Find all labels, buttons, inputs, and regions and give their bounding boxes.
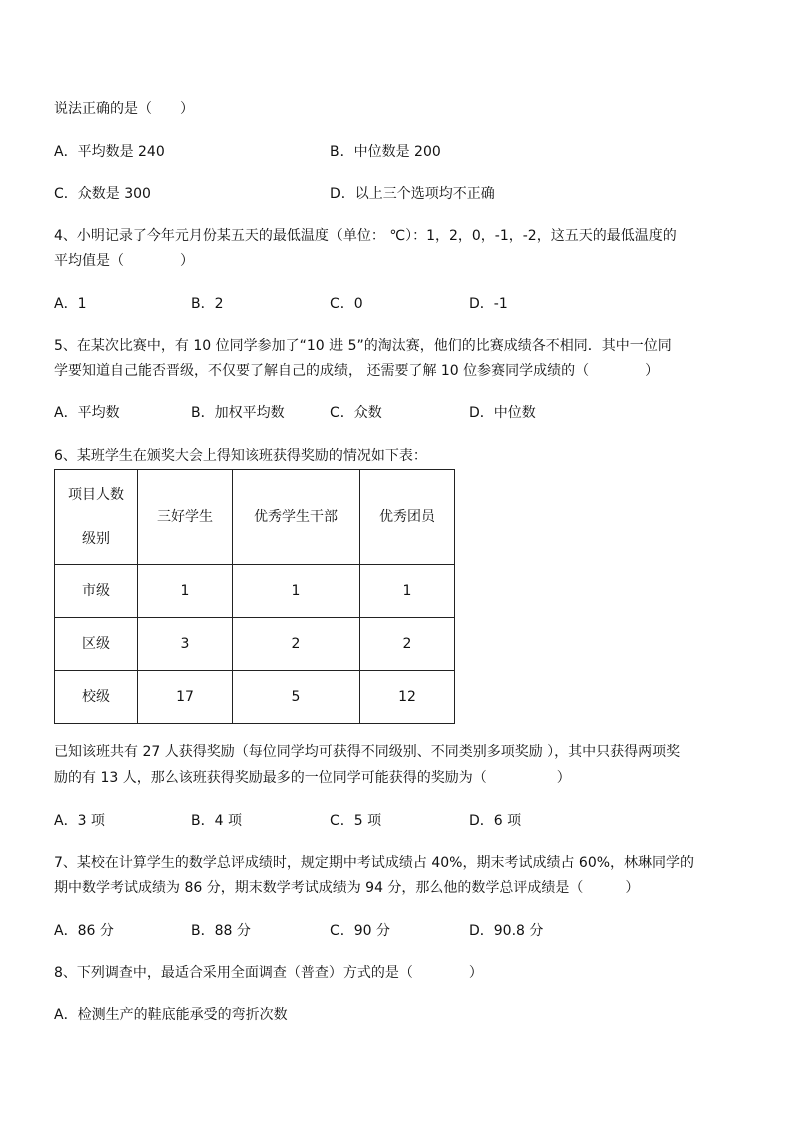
table-row [55,618,455,671]
q5-option-c: C．众数 [330,405,382,421]
q5-option-d: D．中位数 [469,405,536,421]
table-header-row [55,470,455,565]
q6-option-b: B．4 项 [191,813,242,829]
table-cell: 5 [233,671,360,724]
q6-option-d: D．6 项 [469,813,522,829]
table-cell: 17 [138,671,233,724]
table-cell: 2 [233,618,360,671]
q4-option-d: D．-1 [469,296,508,312]
q4-stem-line2: 平均值是（ ） [54,253,194,269]
q7-stem-line1: 7、某校在计算学生的数学总评成绩时，规定期中考试成绩占 40%，期末考试成绩占 60%，林琳同学的 [54,855,695,871]
q6-option-a: A．3 项 [54,813,105,829]
corner-top-label: 项目人数 [68,487,124,503]
row-label: 市级 [55,565,138,618]
table-cell: 1 [233,565,360,618]
q3-option-c: C．众数是 300 [54,186,151,202]
table-cell: 12 [360,671,455,724]
q3-option-b: B．中位数是 200 [330,144,441,160]
table-cell: 3 [138,618,233,671]
column-header: 优秀团员 [360,470,455,565]
table-row [55,565,455,618]
q3-stem: 说法正确的是（ ） [54,101,194,117]
q8-stem: 8、下列调查中，最适合采用全面调查（普查）方式的是（ ） [54,965,483,981]
q5-stem-line2: 学要知道自己能否晋级，不仅要了解自己的成绩， 还需要了解 10 位参赛同学成绩的（ ） [54,363,660,379]
q4-option-a: A．1 [54,296,87,312]
q6-option-c: C．5 项 [330,813,382,829]
q3-option-d: D．以上三个选项均不正确 [330,186,495,202]
q6-stem-line1: 已知该班共有 27 人获得奖励（每位同学均可获得不同级别、不同类别多项奖励 ），其中只获得两项奖 [54,744,681,760]
q7-option-b: B．88 分 [191,923,251,939]
q7-option-d: D．90.8 分 [469,923,544,939]
q7-option-a: A．86 分 [54,923,114,939]
q5-stem-line1: 5、在某次比赛中，有 10 位同学参加了“10 进 5”的淘汰赛，他们的比赛成绩各不相同．其中一位同 [54,338,672,354]
corner-bottom-label: 级别 [82,531,110,547]
q8-option-a: A．检测生产的鞋底能承受的弯折次数 [54,1007,288,1023]
table-row [55,671,455,724]
q7-stem-line2: 期中数学考试成绩为 86 分，期末数学考试成绩为 94 分，那么他的数学总评成绩是（ ） [54,880,640,896]
table-cell: 1 [360,565,455,618]
table-cell: 1 [138,565,233,618]
column-header: 优秀学生干部 [233,470,360,565]
q4-option-b: B．2 [191,296,224,312]
table-cell: 2 [360,618,455,671]
q4-option-c: C．0 [330,296,363,312]
awards-table [54,469,455,724]
row-label: 区级 [55,618,138,671]
q5-option-b: B．加权平均数 [191,405,285,421]
q7-option-c: C．90 分 [330,923,391,939]
column-header: 三好学生 [138,470,233,565]
q5-option-a: A．平均数 [54,405,120,421]
q4-stem-line1: 4、小明记录了今年元月份某五天的最低温度（单位： ℃）：1，2，0，-1，-2，这五天的最低温度的 [54,228,677,244]
q6-intro: 6、某班学生在颁奖大会上得知该班获得奖励的情况如下表： [54,448,427,464]
q3-option-a: A．平均数是 240 [54,144,165,160]
table-corner-cell [55,470,138,565]
q6-stem-line2: 励的有 13 人，那么该班获得奖励最多的一位同学可能获得的奖励为（ ） [54,770,571,786]
row-label: 校级 [55,671,138,724]
